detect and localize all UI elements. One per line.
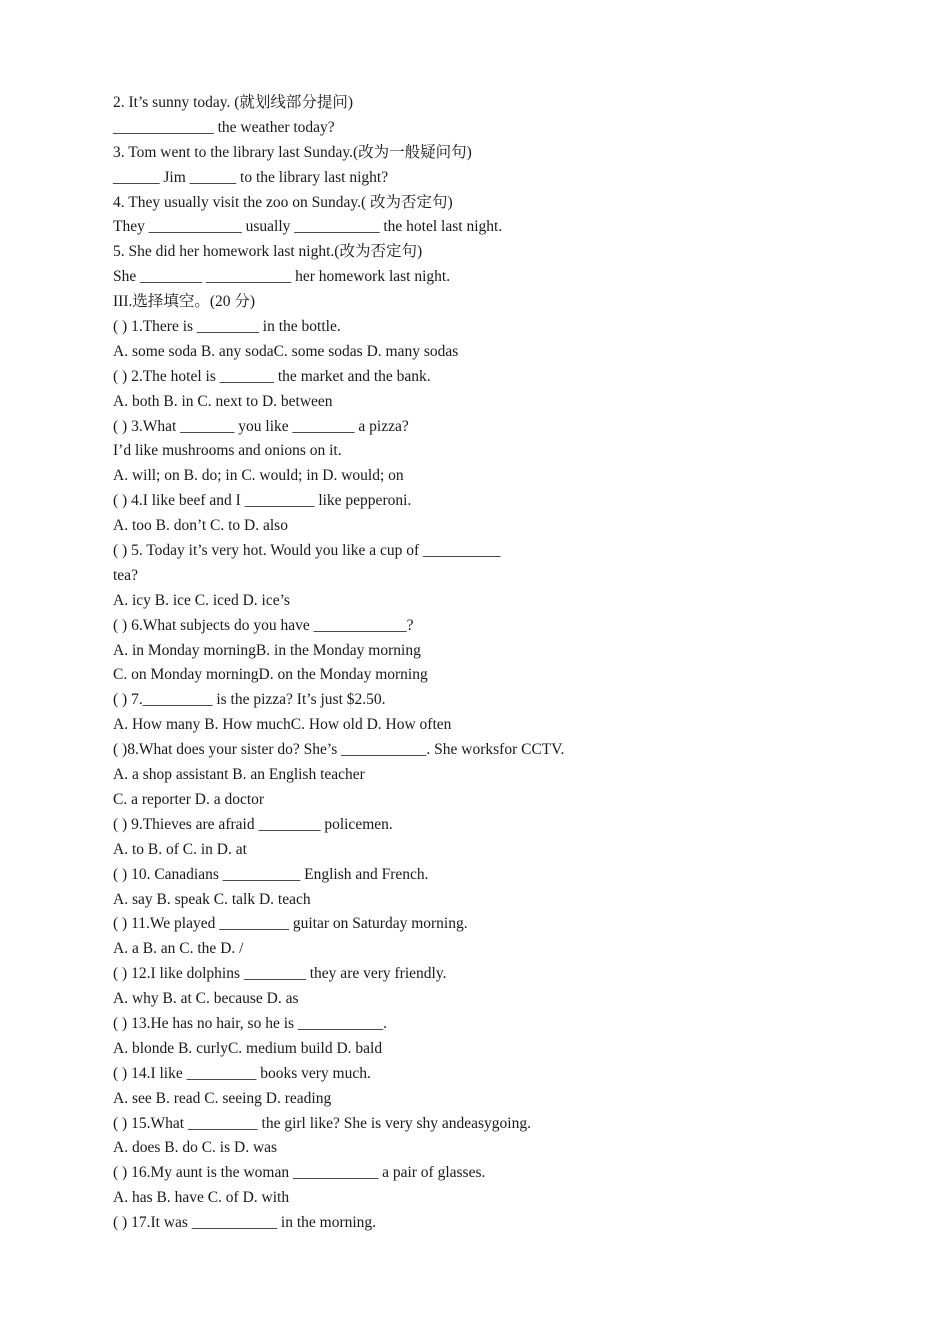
rewrite-question-2: 2. It’s sunny today. (就划线部分提问)	[113, 94, 354, 111]
rewrite-question-5: 5. She did her homework last night.(改为否定句)	[113, 243, 423, 261]
mc-options-15: A. does B. do C. is D. was	[113, 1139, 278, 1157]
mc-question-5: ( ) 5. Today it’s very hot. Would you like a cup of __________	[113, 542, 501, 560]
mc-options-3: A. will; on B. do; in C. would; in D. would; on	[113, 467, 404, 485]
mc-options-9: A. to B. of C. in D. at	[113, 840, 247, 858]
mc-options-8a: A. a shop assistant B. an English teacher	[113, 766, 365, 784]
mc-question-12: ( ) 12.I like dolphins ________ they are very friendly.	[113, 965, 447, 983]
mc-question-5-cont: tea?	[113, 566, 138, 584]
mc-options-1: A. some soda B. any sodaC. some sodas D. many sodas	[113, 342, 459, 360]
mc-question-3: ( ) 3.What _______ you like ________ a pizza?	[113, 417, 409, 435]
mc-options-14: A. see B. read C. seeing D. reading	[113, 1089, 332, 1107]
mc-question-7: ( ) 7._________ is the pizza? It’s just $2.50.	[113, 691, 386, 709]
mc-question-6: ( ) 6.What subjects do you have ____________?	[113, 616, 414, 634]
mc-options-6a: A. in Monday morningB. in the Monday morning	[113, 641, 421, 659]
worksheet-content	[113, 91, 873, 1236]
rewrite-question-4: 4. They usually visit the zoo on Sunday.( 改为否定句)	[113, 193, 453, 211]
mc-question-9: ( ) 9.Thieves are afraid ________ policemen.	[113, 815, 393, 833]
mc-question-3-reply: I’d like mushrooms and onions on it.	[113, 442, 342, 460]
mc-question-10: ( ) 10. Canadians __________ English and French.	[113, 865, 429, 883]
mc-question-11: ( ) 11.We played _________ guitar on Saturday morning.	[113, 915, 468, 933]
mc-question-1: ( ) 1.There is ________ in the bottle.	[113, 318, 341, 336]
mc-options-7: A. How many B. How muchC. How old D. How often	[113, 716, 452, 734]
mc-question-16: ( ) 16.My aunt is the woman ___________ a pair of glasses.	[113, 1164, 486, 1182]
mc-options-11: A. a B. an C. the D. /	[113, 940, 244, 958]
section-heading: III.选择填空。(20 分)	[113, 293, 256, 311]
mc-options-16: A. has B. have C. of D. with	[113, 1189, 290, 1207]
mc-options-5: A. icy B. ice C. iced D. ice’s	[113, 591, 290, 609]
mc-question-4: ( ) 4.I like beef and I _________ like pepperoni.	[113, 492, 412, 510]
rewrite-answer-2: _____________ the weather today?	[113, 118, 335, 136]
mc-options-8b: C. a reporter D. a doctor	[113, 790, 265, 808]
mc-question-2: ( ) 2.The hotel is _______ the market and the bank.	[113, 367, 431, 385]
mc-options-4: A. too B. don’t C. to D. also	[113, 517, 288, 535]
mc-question-14: ( ) 14.I like _________ books very much.	[113, 1064, 371, 1082]
mc-options-13: A. blonde B. curlyC. medium build D. bald	[113, 1039, 383, 1057]
rewrite-question-3: 3. Tom went to the library last Sunday.(改为一般疑问句)	[113, 143, 472, 161]
mc-question-8: ( )8.What does your sister do? She’s ___________. She worksfor CCTV.	[113, 741, 565, 759]
mc-options-2: A. both B. in C. next to D. between	[113, 392, 333, 410]
mc-question-13: ( ) 13.He has no hair, so he is ___________.	[113, 1014, 388, 1032]
rewrite-answer-3: ______ Jim ______ to the library last night?	[113, 168, 389, 186]
mc-options-12: A. why B. at C. because D. as	[113, 990, 299, 1008]
mc-question-17: ( ) 17.It was ___________ in the morning.	[113, 1214, 377, 1232]
rewrite-answer-4: They ____________ usually ___________ the hotel last night.	[113, 218, 503, 236]
mc-question-15: ( ) 15.What _________ the girl like? She is very shy andeasygoing.	[113, 1114, 531, 1132]
mc-options-6b: C. on Monday morningD. on the Monday morning	[113, 666, 428, 684]
mc-options-10: A. say B. speak C. talk D. teach	[113, 890, 311, 908]
rewrite-answer-5: She ________ ___________ her homework last night.	[113, 268, 451, 286]
